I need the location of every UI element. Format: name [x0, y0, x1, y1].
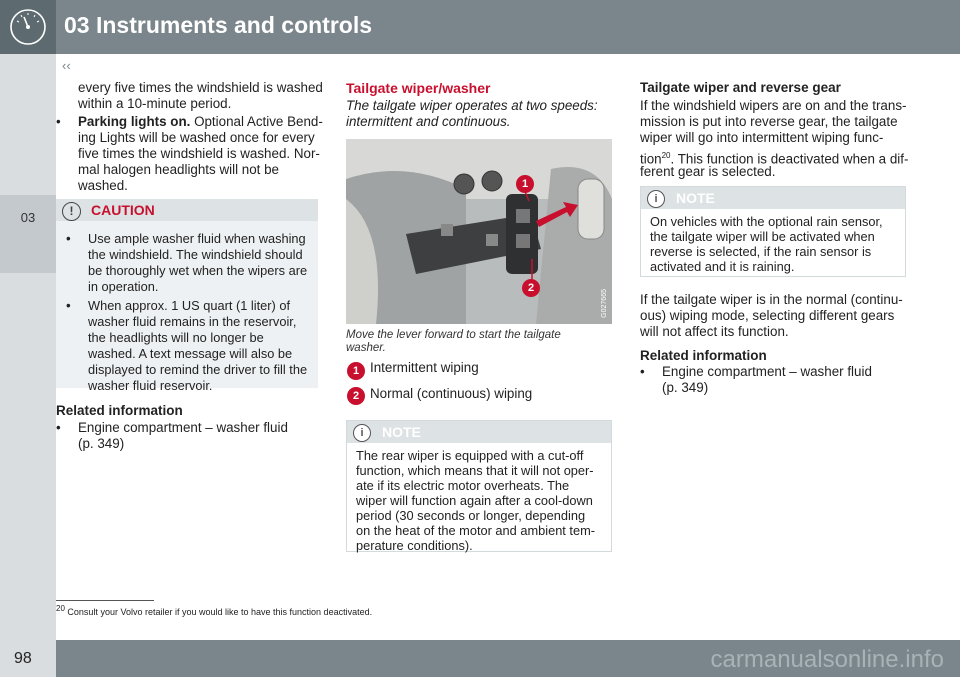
- footnote-ref[interactable]: 20: [661, 151, 671, 160]
- footnote: [56, 604, 372, 617]
- info-icon: i: [353, 424, 371, 442]
- caption-line: washer.: [346, 342, 386, 354]
- related-link-page[interactable]: (p. 349): [78, 436, 125, 451]
- list-item: [56, 114, 326, 130]
- caution-box: [56, 199, 318, 393]
- caution-line: When approx. 1 US quart (1 liter) of: [88, 298, 290, 313]
- para-line: tion$^{20}$. This function is deactivated when a dif-: [640, 151, 909, 167]
- para-line: Optional Active Bend-: [190, 114, 323, 129]
- legend-1-icon: 1: [347, 362, 365, 380]
- callout-2: 2: [522, 279, 540, 297]
- photo-caption: [346, 329, 612, 355]
- related-heading: Related information: [640, 348, 767, 363]
- related-link[interactable]: Engine compartment – washer fluid: [78, 420, 288, 435]
- note-line: ate if its electric motor overheats. The: [356, 478, 570, 493]
- note-box: [346, 420, 612, 552]
- caution-line: washer fluid remains in the reservoir,: [88, 314, 297, 329]
- note-line: function, which means that it will not oper-: [356, 463, 594, 478]
- para-line: wiper will go into intermittent wiping func-: [640, 130, 884, 145]
- note-line: activated and it is raining.: [650, 259, 795, 274]
- section-heading: Tailgate wiper and reverse gear: [640, 80, 841, 95]
- caution-line: in operation.: [88, 279, 159, 294]
- caution-title: CAUTION: [91, 202, 155, 218]
- intro-line: The tailgate wiper operates at two speeds:: [346, 98, 598, 113]
- note-line: reverse is selected, if the rain sensor is: [650, 244, 872, 259]
- related-link[interactable]: Engine compartment – washer fluid: [662, 364, 872, 379]
- caution-line: washer fluid reservoir.: [88, 378, 213, 393]
- para-line: ous) wiping mode, selecting different gears: [640, 308, 895, 323]
- bold-lead: Parking lights on.: [78, 114, 191, 129]
- caution-header: [56, 199, 318, 221]
- chapter-tab-label: 03: [20, 210, 36, 225]
- page-title: 03 Instruments and controls: [64, 12, 373, 38]
- para-line: ferent gear is selected.: [640, 164, 776, 179]
- chapter-tab-active[interactable]: [0, 195, 56, 273]
- note-line: the tailgate wiper will be activated when: [650, 229, 875, 244]
- para-line: will not affect its function.: [640, 324, 789, 339]
- related-heading: Related information: [56, 403, 183, 418]
- wiper-lever-photo: [346, 139, 612, 324]
- chapter-sidebar: [0, 54, 56, 640]
- para-line: If the tailgate wiper is in the normal (continu-: [640, 292, 903, 307]
- caption-line: Move the lever forward to start the tailgate: [346, 329, 561, 341]
- para-line: every five times the windshield is washed: [78, 80, 323, 95]
- para-line: If the windshield wipers are on and the trans-: [640, 98, 907, 113]
- para-line: within a 10-minute period.: [78, 96, 232, 111]
- legend-1-text: Intermittent wiping: [370, 360, 479, 375]
- bullet-icon: •: [66, 298, 71, 313]
- note-line: wiper will function again after a cool-down: [356, 493, 593, 508]
- legend-2-text: Normal (continuous) wiping: [370, 386, 533, 401]
- caution-line: Use ample washer fluid when washing: [88, 231, 306, 246]
- footnote-text: Consult your Volvo retailer if you would like to have this function deactivated.: [67, 607, 373, 617]
- callout-1: 1: [516, 175, 534, 193]
- photo-code: G027665: [601, 289, 608, 318]
- note-box: [640, 186, 906, 277]
- gauge-icon: [0, 0, 56, 54]
- caution-line: be thoroughly wet when the wipers are: [88, 263, 308, 278]
- note-line: perature conditions).: [356, 538, 473, 553]
- warning-icon: !: [62, 202, 81, 221]
- note-title: NOTE: [676, 190, 715, 206]
- footnote-number: 20: [56, 604, 65, 613]
- note-line: period (30 seconds or longer, depending: [356, 508, 586, 523]
- info-icon: i: [647, 190, 665, 208]
- caution-line: the windshield. The windshield should: [88, 247, 303, 262]
- caution-line: the headlights will no longer be: [88, 330, 264, 345]
- note-line: on the heat of the motor and ambient tem-: [356, 523, 596, 538]
- para-line: five times the windshield is washed. Nor-: [78, 146, 320, 161]
- para-line: mal halogen headlights will not be: [78, 162, 279, 177]
- para-line: mission is put into reverse gear, the tailgate: [640, 114, 898, 129]
- note-body: [650, 214, 883, 274]
- note-line: The rear wiper is equipped with a cut-off: [356, 448, 584, 463]
- intro-line: intermittent and continuous.: [346, 114, 511, 129]
- page-number: 98: [14, 650, 32, 667]
- bullet-icon: •: [56, 420, 61, 435]
- para-line: washed.: [78, 178, 128, 193]
- footnote-divider: [56, 600, 154, 601]
- back-chevron-icon[interactable]: ‹‹: [62, 58, 71, 73]
- note-title: NOTE: [382, 424, 421, 440]
- note-header: [641, 187, 905, 209]
- watermark: carmanualsonline.info: [710, 646, 944, 673]
- related-link-page[interactable]: (p. 349): [662, 380, 709, 395]
- note-header: [347, 421, 611, 443]
- bullet-icon: •: [66, 231, 71, 246]
- bullet-icon: •: [56, 114, 61, 129]
- caution-line: displayed to remind the driver to fill the: [88, 362, 308, 377]
- section-title: Tailgate wiper/washer: [346, 80, 491, 96]
- legend-2-icon: 2: [347, 387, 365, 405]
- caution-line: washed. A text message will also be: [88, 346, 293, 361]
- para-line: ing Lights will be washed once for every: [78, 130, 315, 145]
- note-body: [356, 448, 595, 553]
- note-line: On vehicles with the optional rain sensor,: [650, 214, 883, 229]
- bullet-icon: •: [640, 364, 645, 379]
